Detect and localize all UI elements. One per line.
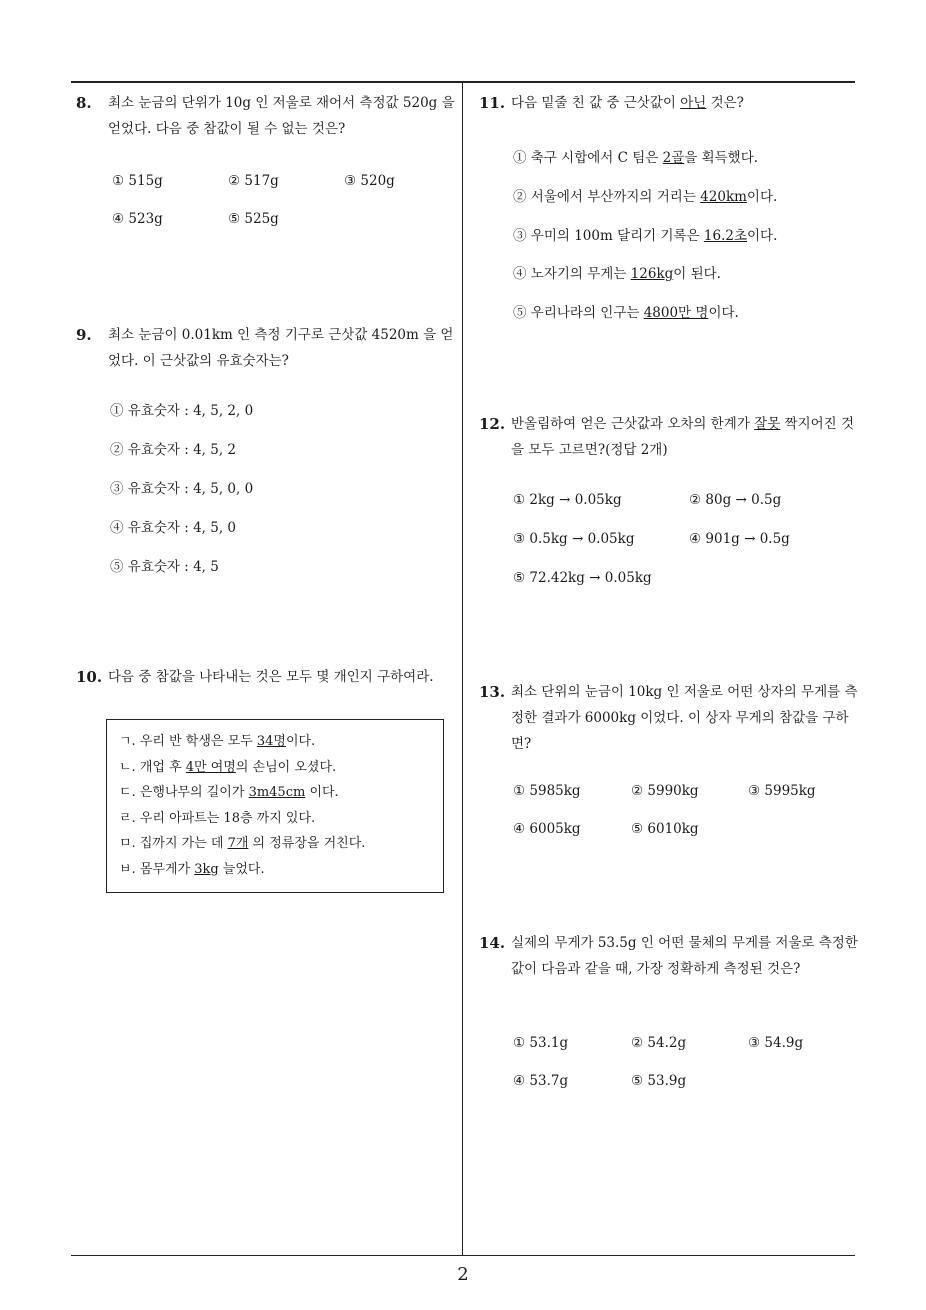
question-number: 11. bbox=[479, 94, 506, 112]
option-4[interactable]: ④ 523g bbox=[112, 211, 163, 227]
question-stem: 다음 중 참값을 나타내는 것은 모두 몇 개인지 구하여라. bbox=[108, 669, 434, 685]
option-5[interactable]: ⑤ 우리나라의 인구는 4800만 명이다. bbox=[513, 305, 739, 321]
option-2[interactable]: ② 서울에서 부산까지의 거리는 420km이다. bbox=[513, 189, 778, 205]
option-3[interactable]: ③ 0.5kg → 0.05kg bbox=[513, 531, 635, 547]
option-2[interactable]: ② 5990kg bbox=[631, 783, 699, 799]
question-stem: 실제의 무게가 53.5g 인 어떤 물체의 무게를 저울로 측정한 값이 다음과 같을 때, 가장 정확하게 측정된 것은? bbox=[511, 935, 858, 977]
option-5[interactable]: ⑤ 525g bbox=[228, 211, 279, 227]
question-8 bbox=[76, 90, 456, 142]
question-12 bbox=[479, 411, 859, 463]
option-4[interactable]: ④ 노자기의 무게는 126kg이 된다. bbox=[513, 266, 721, 282]
question-stem: 최소 단위의 눈금이 10kg 인 저울로 어떤 상자의 무게를 측정한 결과가 6000kg 이었다. 이 상자 무게의 참값을 구하면? bbox=[511, 684, 858, 752]
question-13 bbox=[479, 679, 859, 757]
option-2[interactable]: ② 80g → 0.5g bbox=[689, 492, 782, 508]
question-number: 8. bbox=[76, 94, 92, 112]
question-stem: 반올림하여 얻은 근삿값과 오차의 한계가 잘못 짝지어진 것을 모두 고르면?(정답 2개) bbox=[511, 416, 855, 458]
option-3[interactable]: ③ 54.9g bbox=[748, 1035, 804, 1051]
question-stem: 최소 눈금의 단위가 10g 인 저울로 재어서 측정값 520g 을 얻었다. 다음 중 참값이 될 수 없는 것은? bbox=[108, 95, 455, 137]
option-1[interactable]: ① 53.1g bbox=[513, 1035, 569, 1051]
option-5[interactable]: ⑤ 6010kg bbox=[631, 821, 699, 837]
option-1[interactable]: ① 2kg → 0.05kg bbox=[513, 492, 622, 508]
option-1[interactable]: ① 축구 시합에서 C 팀은 2골을 획득했다. bbox=[513, 150, 759, 166]
statement-item: ㄷ. 은행나무의 길이가 3m45cm 이다. bbox=[119, 785, 339, 800]
statement-box bbox=[106, 719, 444, 893]
question-number: 12. bbox=[479, 415, 506, 433]
option-4[interactable]: ④ 901g → 0.5g bbox=[689, 531, 790, 547]
question-9 bbox=[76, 322, 456, 374]
statement-item: ㅂ. 몸무게가 3kg 늘었다. bbox=[119, 861, 265, 877]
column-divider bbox=[462, 82, 463, 1256]
option-3[interactable]: ③ 유효숫자 : 4, 5, 0, 0 bbox=[110, 481, 254, 497]
option-2[interactable]: ② 517g bbox=[228, 173, 279, 189]
option-3[interactable]: ③ 520g bbox=[344, 173, 395, 189]
option-5[interactable]: ⑤ 72.42kg → 0.05kg bbox=[513, 570, 652, 586]
page-number: 2 bbox=[457, 1264, 469, 1285]
bottom-rule bbox=[71, 1255, 855, 1256]
option-4[interactable]: ④ 53.7g bbox=[513, 1073, 569, 1089]
top-rule bbox=[71, 81, 855, 83]
option-3[interactable]: ③ 우미의 100m 달리기 기록은 16.2초이다. bbox=[513, 228, 778, 244]
question-number: 10. bbox=[76, 668, 103, 686]
question-11 bbox=[479, 90, 859, 116]
statement-item: ㄱ. 우리 반 학생은 모두 34명이다. bbox=[119, 734, 316, 749]
statement-item: ㅁ. 집까지 가는 데 7개 의 정류장을 거친다. bbox=[119, 836, 366, 851]
option-4[interactable]: ④ 6005kg bbox=[513, 821, 581, 837]
option-1[interactable]: ① 515g bbox=[112, 173, 163, 189]
question-10 bbox=[76, 664, 456, 690]
option-2[interactable]: ② 54.2g bbox=[631, 1035, 687, 1051]
option-5[interactable]: ⑤ 유효숫자 : 4, 5 bbox=[110, 559, 219, 575]
option-1[interactable]: ① 유효숫자 : 4, 5, 2, 0 bbox=[110, 403, 254, 419]
question-stem: 최소 눈금이 0.01km 인 측정 기구로 근삿값 4520m 을 얻었다. 이 근삿값의 유효숫자는? bbox=[108, 327, 454, 369]
option-3[interactable]: ③ 5995kg bbox=[748, 783, 816, 799]
question-stem: 다음 밑줄 친 값 중 근삿값이 아닌 것은? bbox=[511, 95, 744, 111]
statement-item: ㄴ. 개업 후 4만 여명의 손님이 오셨다. bbox=[119, 759, 337, 775]
option-4[interactable]: ④ 유효숫자 : 4, 5, 0 bbox=[110, 520, 237, 536]
option-1[interactable]: ① 5985kg bbox=[513, 783, 581, 799]
option-2[interactable]: ② 유효숫자 : 4, 5, 2 bbox=[110, 442, 237, 458]
question-number: 13. bbox=[479, 683, 506, 701]
question-number: 14. bbox=[479, 934, 506, 952]
option-5[interactable]: ⑤ 53.9g bbox=[631, 1073, 687, 1089]
question-14 bbox=[479, 930, 859, 982]
statement-item: ㄹ. 우리 아파트는 18층 까지 있다. bbox=[119, 810, 316, 826]
question-number: 9. bbox=[76, 326, 92, 344]
